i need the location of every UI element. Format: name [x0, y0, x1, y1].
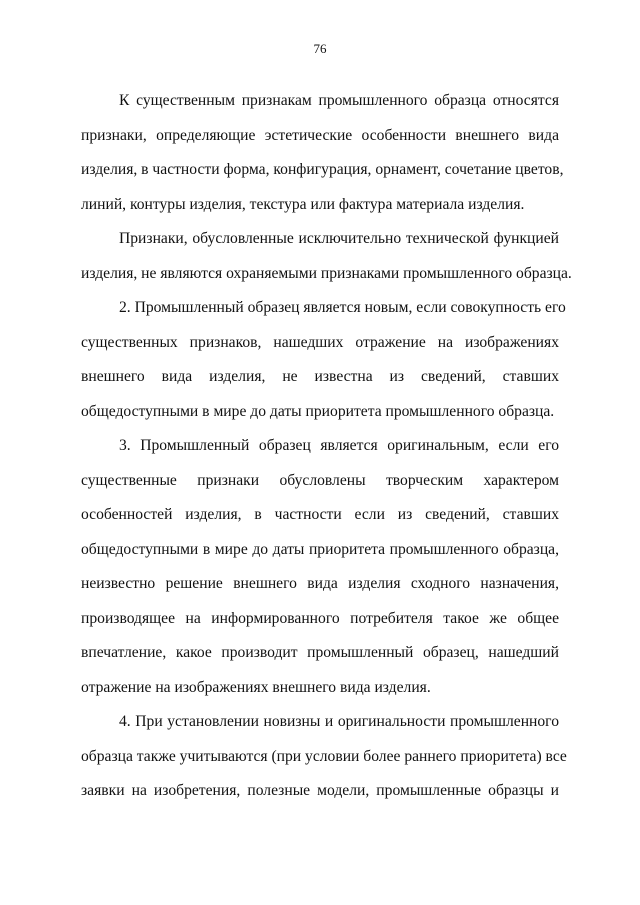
text-line: 2. Промышленный образец является новым, если совокупность его [119, 299, 566, 316]
text-line: К существенным признакам промышленного образца относятся [119, 92, 559, 109]
paragraph [81, 705, 567, 809]
text-line: внешнего вида изделия, не известна из сведений, ставших [81, 368, 559, 385]
text-line: отражение на изображениях внешнего вида изделия. [81, 678, 431, 696]
text-line: 3. Промышленный образец является оригинальным, если его [119, 437, 559, 454]
text-line: образца также учитываются (при условии более раннего приоритета) все [81, 747, 567, 765]
paragraph [81, 291, 566, 429]
document-body [81, 84, 572, 809]
paragraph [81, 84, 564, 222]
text-line: общедоступными в мире до даты приоритета промышленного образца. [81, 402, 555, 420]
text-line: существенных признаков, нашедших отражение на изображениях [81, 333, 559, 351]
text-line: неизвестно решение внешнего вида изделия сходного назначения, [81, 575, 559, 592]
text-line: 4. При установлении новизны и оригинальности промышленного [119, 713, 559, 730]
paragraph [81, 222, 572, 291]
text-line: производящее на информированного потребителя такое же общее [81, 609, 559, 627]
text-line: существенные признаки обусловлены творческим характером [81, 471, 559, 489]
text-line: Признаки, обусловленные исключительно технической функцией [119, 230, 559, 247]
text-line: изделия, не являются охраняемыми признаками промышленного образца. [81, 264, 572, 282]
text-line: заявки на изобретения, полезные модели, промышленные образцы и [81, 782, 559, 799]
text-line: общедоступными в мире до даты приоритета промышленного образца, [81, 540, 559, 558]
text-line: впечатление, какое производит промышленный образец, нашедший [81, 644, 559, 661]
text-line: особенностей изделия, в частности если из сведений, ставших [81, 506, 559, 523]
paragraph [81, 429, 559, 705]
text-line: изделия, в частности форма, конфигурация, орнамент, сочетание цветов, [81, 161, 564, 178]
text-line: линий, контуры изделия, текстура или фактура материала изделия. [81, 195, 525, 213]
page-number: 76 [313, 41, 327, 56]
text-line: признаки, определяющие эстетические особенности внешнего вида [81, 126, 559, 144]
